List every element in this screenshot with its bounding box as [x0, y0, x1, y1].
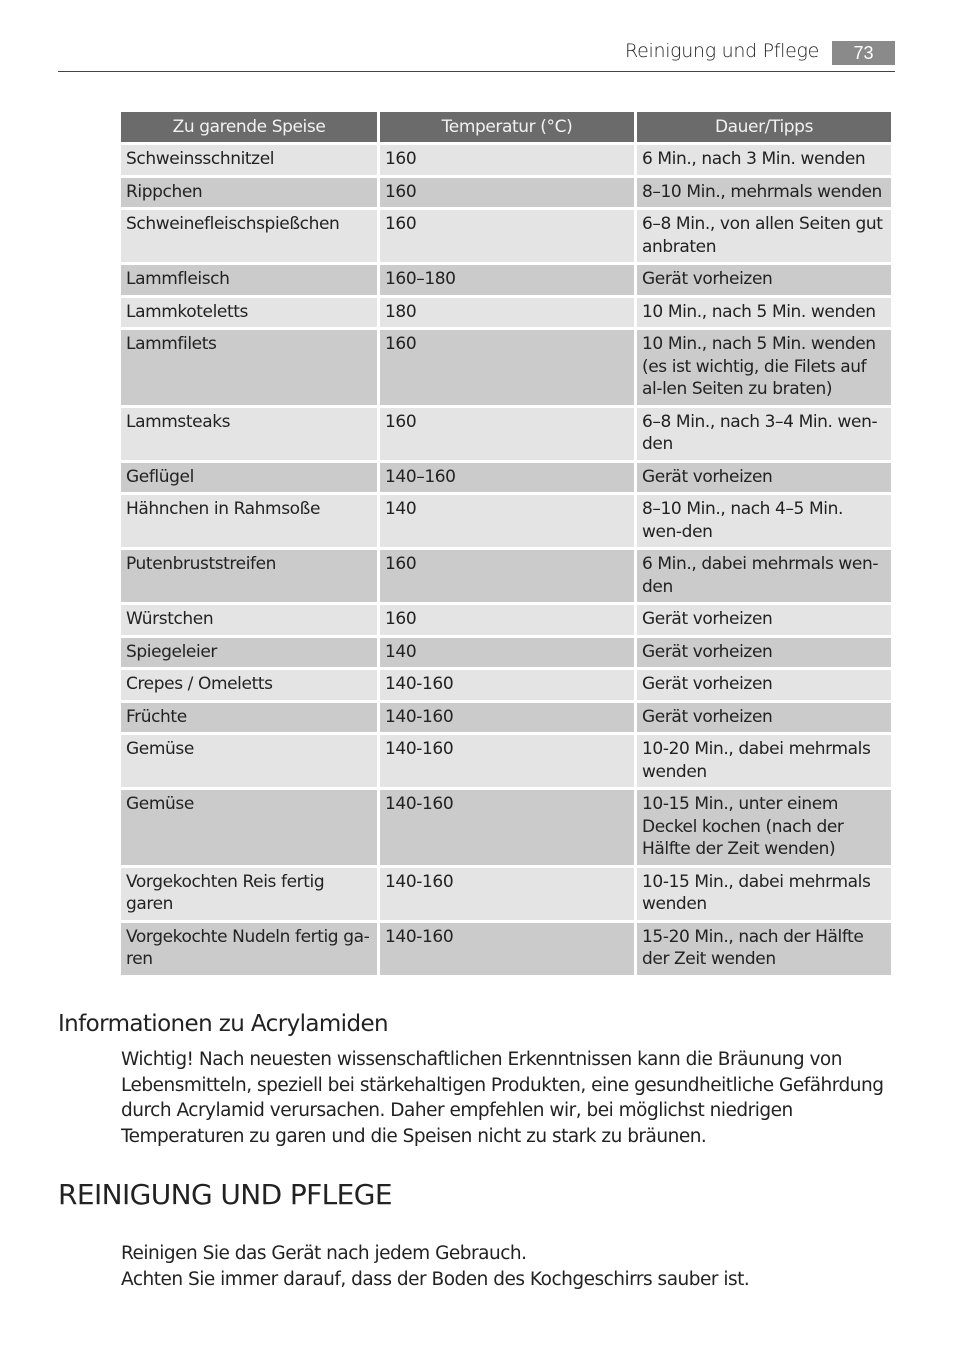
food-cell: Hähnchen in Rahmsoße: [121, 495, 377, 547]
table-row: [121, 210, 891, 262]
table-row: [121, 495, 891, 547]
duration-cell: Gerät vorheizen: [637, 703, 891, 733]
table-row: [121, 790, 891, 865]
duration-cell: Gerät vorheizen: [637, 463, 891, 493]
page-header: [58, 38, 895, 72]
duration-cell: 10-20 Min., dabei mehrmals wenden: [637, 735, 891, 787]
temperature-cell: 140: [380, 638, 634, 668]
column-header-duration: Dauer/Tipps: [637, 112, 891, 142]
temperature-cell: 140-160: [380, 735, 634, 787]
table-row: [121, 735, 891, 787]
duration-cell: 10-15 Min., unter einem Deckel kochen (nach der Hälfte der Zeit wenden): [637, 790, 891, 865]
duration-cell: 6–8 Min., nach 3–4 Min. wen-den: [637, 408, 891, 460]
table-row: [121, 550, 891, 602]
acrylamide-text: Nach neuesten wissenschaftlichen Erkenntnissen kann die Bräunung von Lebensmitteln, speziell bei stärkehaltigen Produkten, eine gesundheitliche Gefährdung durch Acrylamid verursachen. Daher empfehlen wir, bei möglichst niedrigen Temperaturen zu garen und die Speisen nicht zu stark zu bräunen.: [121, 1049, 884, 1147]
table-row: [121, 408, 891, 460]
temperature-cell: 140: [380, 495, 634, 547]
column-header-temperature: Temperatur (°C): [380, 112, 634, 142]
duration-cell: Gerät vorheizen: [637, 638, 891, 668]
temperature-cell: 140–160: [380, 463, 634, 493]
table-row: [121, 330, 891, 405]
table-row: [121, 178, 891, 208]
cleaning-line-1: Reinigen Sie das Gerät nach jedem Gebrauch.: [121, 1243, 527, 1264]
temperature-cell: 140-160: [380, 703, 634, 733]
table-row: [121, 670, 891, 700]
cleaning-line-2: Achten Sie immer darauf, dass der Boden des Kochgeschirrs sauber ist.: [121, 1268, 750, 1290]
table-row: [121, 923, 891, 975]
table-body: [121, 145, 891, 975]
cooking-table: [118, 109, 894, 978]
column-header-food: Zu garende Speise: [121, 112, 377, 142]
temperature-cell: 140-160: [380, 923, 634, 975]
duration-cell: Gerät vorheizen: [637, 670, 891, 700]
food-cell: Schweinefleischspießchen: [121, 210, 377, 262]
temperature-cell: 160: [380, 550, 634, 602]
running-header-title: Reinigung und Pflege: [625, 40, 819, 62]
temperature-cell: 160: [380, 605, 634, 635]
table-row: [121, 298, 891, 328]
food-cell: Vorgekochten Reis fertig garen: [121, 868, 377, 920]
table-row: [121, 605, 891, 635]
temperature-cell: 160: [380, 408, 634, 460]
table-row: [121, 638, 891, 668]
temperature-cell: 160: [380, 145, 634, 175]
food-cell: Früchte: [121, 703, 377, 733]
food-cell: Putenbruststreifen: [121, 550, 377, 602]
acrylamide-heading: Informationen zu Acrylamiden: [58, 1011, 388, 1037]
temperature-cell: 160: [380, 330, 634, 405]
food-cell: Lammsteaks: [121, 408, 377, 460]
food-cell: Gemüse: [121, 735, 377, 787]
food-cell: Spiegeleier: [121, 638, 377, 668]
duration-cell: 10 Min., nach 5 Min. wenden: [637, 298, 891, 328]
duration-cell: Gerät vorheizen: [637, 265, 891, 295]
food-cell: Gemüse: [121, 790, 377, 865]
cleaning-paragraph: [121, 1241, 891, 1292]
duration-cell: 10 Min., nach 5 Min. wenden (es ist wichtig, die Filets auf al-len Seiten zu braten): [637, 330, 891, 405]
duration-cell: 6 Min., dabei mehrmals wen-den: [637, 550, 891, 602]
duration-cell: 6 Min., nach 3 Min. wenden: [637, 145, 891, 175]
food-cell: Vorgekochte Nudeln fertig ga-ren: [121, 923, 377, 975]
page-number: 73: [832, 41, 895, 65]
cleaning-heading: REINIGUNG UND PFLEGE: [58, 1178, 392, 1211]
food-cell: Schweinsschnitzel: [121, 145, 377, 175]
food-cell: Crepes / Omeletts: [121, 670, 377, 700]
table-row: [121, 145, 891, 175]
food-cell: Rippchen: [121, 178, 377, 208]
temperature-cell: 180: [380, 298, 634, 328]
temperature-cell: 160: [380, 178, 634, 208]
table-row: [121, 868, 891, 920]
duration-cell: 15-20 Min., nach der Hälfte der Zeit wenden: [637, 923, 891, 975]
duration-cell: 8–10 Min., nach 4–5 Min. wen-den: [637, 495, 891, 547]
acrylamide-paragraph: [121, 1047, 891, 1149]
temperature-cell: 140-160: [380, 790, 634, 865]
duration-cell: 8–10 Min., mehrmals wenden: [637, 178, 891, 208]
table-header-row: [121, 112, 891, 142]
temperature-cell: 140-160: [380, 670, 634, 700]
temperature-cell: 140-160: [380, 868, 634, 920]
table-row: [121, 703, 891, 733]
temperature-cell: 160–180: [380, 265, 634, 295]
acrylamide-lead: Wichtig!: [121, 1049, 194, 1070]
food-cell: Geflügel: [121, 463, 377, 493]
table-row: [121, 265, 891, 295]
duration-cell: Gerät vorheizen: [637, 605, 891, 635]
food-cell: Lammkoteletts: [121, 298, 377, 328]
temperature-cell: 160: [380, 210, 634, 262]
duration-cell: 6–8 Min., von allen Seiten gut anbraten: [637, 210, 891, 262]
food-cell: Lammfilets: [121, 330, 377, 405]
food-cell: Würstchen: [121, 605, 377, 635]
duration-cell: 10-15 Min., dabei mehrmals wenden: [637, 868, 891, 920]
food-cell: Lammfleisch: [121, 265, 377, 295]
table-row: [121, 463, 891, 493]
